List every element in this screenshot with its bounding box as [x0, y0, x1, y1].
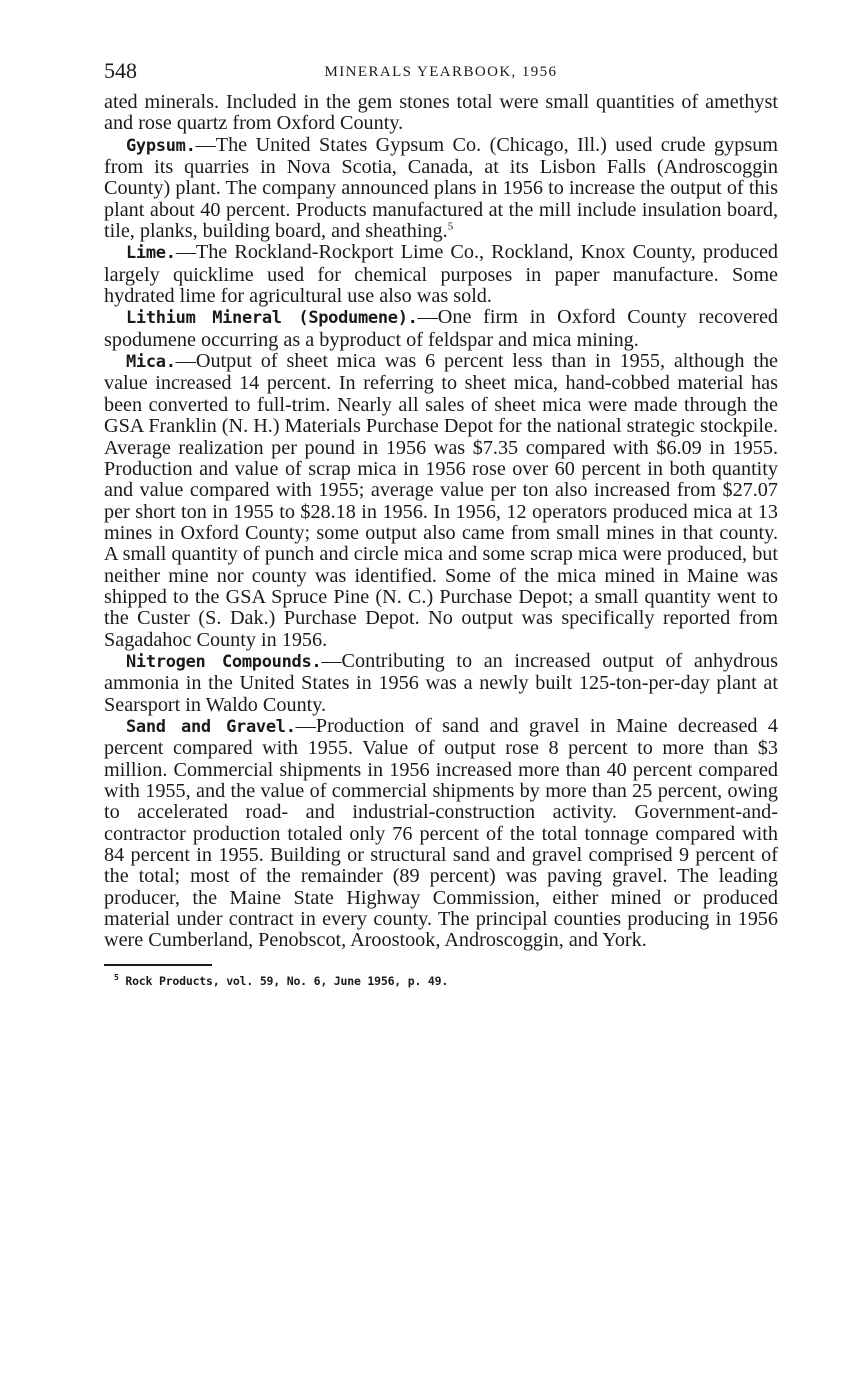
footnote-marker: 5 [114, 972, 119, 982]
footnote-divider [104, 964, 212, 966]
running-head [104, 58, 778, 92]
lime-text: —The Rockland-Rockport Lime Co., Rockland, Knox County, produced largely quicklime used for chemical purposes in paper manufacture. Some hydrated lime for agricultural use also was sold. [104, 241, 778, 308]
gypsum-text: —The United States Gypsum Co. (Chicago, Ill.) used crude gypsum from its quarries in Nova Scotia, Canada, at its Lisbon Falls (Androscoggin County) plant. The company announced plans in 1956 to increase the output of this plant about 40 percent. Products manufactured at the mill include insulation board, tile, planks, building board, and sheathing. [104, 133, 778, 243]
mica-heading: Mica. [126, 352, 176, 373]
lithium-paragraph [104, 307, 778, 351]
footnote-reference: 5 [447, 220, 454, 233]
footnote [114, 974, 778, 988]
lithium-text: —One firm in Oxford County recovered spodumene occurring as a byproduct of feldspar and mica mining. [104, 306, 778, 351]
lime-paragraph [104, 242, 778, 307]
sand-gravel-heading: Sand and Gravel. [126, 716, 296, 737]
nitrogen-heading: Nitrogen Compounds. [126, 651, 322, 672]
gypsum-paragraph [104, 135, 778, 243]
lime-heading: Lime. [126, 243, 176, 264]
page-number: 548 [104, 58, 137, 83]
intro-paragraph [104, 92, 778, 135]
running-title: MINERALS YEARBOOK, 1956 [324, 64, 558, 80]
sand-gravel-text: —Production of sand and gravel in Maine decreased 4 percent compared with 1955. Value of output rose 8 percent to more than $3 million. Commercial shipments in 1956 increased more than 40 percent compared with 1955, and the value of commercial shipments by more than 25 percent, owing to accelerated road- and industrial-construction activity. Government-and-contractor production totaled only 76 percent of the total tonnage compared with 84 percent in 1955. Building or structural sand and gravel comprised 9 percent of the total; most of the remainder (89 percent) was paving gravel. The leading producer, the Maine State Highway Commission, either mined or produced material under contract in every county. The principal counties producing in 1956 were Cumberland, Penobscot, Aroostook, Androscoggin, and York. [104, 714, 778, 952]
document-page [104, 58, 778, 988]
mica-text: —Output of sheet mica was 6 percent less than in 1955, although the value increased 14 percent. In referring to sheet mica, hand-cobbed material has been converted to full-trim. Nearly all sales of sheet mica were made through the GSA Franklin (N. H.) Materials Purchase Depot for the national strategic stockpile. Average realization per pound in 1956 was $7.35 compared with $6.09 in 1955. Production and value of scrap mica in 1956 rose over 60 percent in both quantity and value compared with 1955; average value per ton also increased from $27.07 per short ton in 1955 to $28.18 in 1956. In 1956, 12 operators produced mica at 13 mines in Oxford County; some output also came from small mines in that county. A small quantity of punch and circle mica and some scrap mica were produced, but neither mine nor county was identified. Some of the mica mined in Maine was shipped to the GSA Spruce Pine (N. C.) Purchase Depot; a small quantity went to the Custer (S. Dak.) Purchase Depot. No output was specifically reported from Sagadahoc County in 1956. [104, 350, 778, 651]
body-text [104, 92, 778, 952]
intro-text: ated minerals. Included in the gem stones total were small quantities of amethyst and rose quartz from Oxford County. [104, 91, 778, 135]
lithium-heading-paren: (Spodumene). [281, 308, 418, 329]
gypsum-heading: Gypsum. [126, 135, 196, 156]
footnote-text: Rock Products, vol. 59, No. 6, June 1956, p. 49. [118, 973, 449, 988]
nitrogen-text: —Contributing to an increased output of anhydrous ammonia in the United States in 1956 was a newly built 125-ton-per-day plant at Searsport in Waldo County. [104, 649, 779, 716]
mica-paragraph [104, 351, 778, 651]
lithium-heading: Lithium Mineral [126, 308, 282, 329]
nitrogen-paragraph [104, 651, 778, 716]
sand-gravel-paragraph [104, 716, 778, 952]
